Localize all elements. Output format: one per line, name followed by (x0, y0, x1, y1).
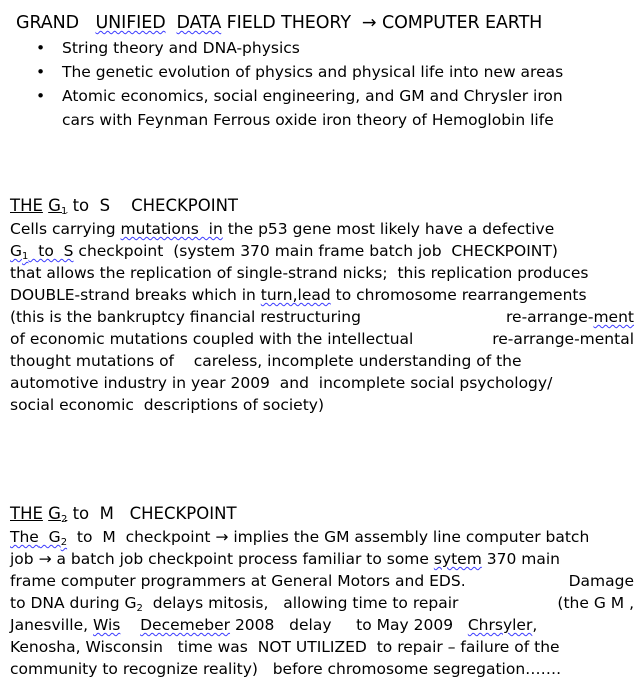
title-data: DATA (176, 13, 222, 33)
arrow-icon: → (33, 550, 57, 568)
text-line: Janesville, Wis Decemeber 2008 delay to May 2009 Chrsyler, (10, 616, 538, 634)
title-unified: UNIFIED (95, 13, 166, 33)
bullet-icon: • (36, 63, 46, 81)
heading-g: $G_2$ (48, 504, 68, 525)
title-rest: FIELD THEORY (226, 13, 351, 33)
heading-g: $G_1$ (48, 196, 68, 217)
arrow-icon: → (210, 528, 234, 546)
text-line: to DNA during $G_2$ delays mitosis, allowing time to repair (the G M , (10, 594, 634, 614)
list-item (10, 36, 632, 60)
text-line: community to recognize reality) before chromosome segregation……. (10, 660, 562, 678)
document-page (10, 10, 634, 678)
page-title (16, 10, 632, 36)
text-line: DOUBLE-strand breaks which in turn,lead to chromosome rearrangements (10, 286, 587, 304)
bullet-icon: • (36, 87, 46, 105)
heading-the: THE (10, 504, 43, 523)
section-heading (10, 194, 634, 218)
title-grand: GRAND (16, 13, 80, 33)
bullet-line: cars with Feynman Ferrous oxide iron theory of Hemoglobin life (62, 111, 554, 129)
section-g2-checkpoint (10, 502, 634, 680)
text-line: social economic descriptions of society) (10, 396, 325, 414)
text-line: Kenosha, Wisconsin time was NOT UTILIZED to repair – failure of the (10, 638, 560, 656)
list-item (10, 60, 632, 84)
text-line: Cells carrying mutations in the p53 gene most likely have a defective (10, 220, 555, 238)
text-line: job → a batch job checkpoint process familiar to some sytem 370 main (10, 550, 560, 568)
text-line: thought mutations of careless, incomplete understanding of the (10, 352, 522, 370)
section-g1-checkpoint (10, 194, 634, 416)
bullet-line: Atomic economics, social engineering, and GM and Chrysler iron (62, 87, 563, 105)
section-paragraph (10, 526, 634, 680)
text-line: that allows the replication of single-strand nicks; this replication produces (10, 264, 589, 282)
text-line: automotive industry in year 2009 and incomplete social psychology/ (10, 374, 553, 392)
heading-rest: to M CHECKPOINT (67, 504, 237, 523)
bullet-icon: • (36, 39, 46, 57)
text-line: (this is the bankruptcy financial restructuring re-arrange-ment (10, 308, 634, 326)
section-paragraph (10, 218, 634, 416)
bullet-line: String theory and DNA-physics (62, 39, 300, 57)
text-line: The $G_2$ to M checkpoint → implies the GM assembly line computer batch (10, 528, 590, 548)
section-heading (10, 502, 634, 526)
title-target: COMPUTER EARTH (381, 13, 543, 33)
text-line: frame computer programmers at General Motors and EDS. Damage (10, 572, 634, 590)
bullet-line: The genetic evolution of physics and physical life into new areas (62, 63, 564, 81)
heading-the: THE (10, 196, 43, 215)
heading-rest: to S CHECKPOINT (67, 196, 239, 215)
list-item (10, 84, 632, 132)
arrow-icon: → (361, 13, 377, 33)
text-line: $G_1$ to S checkpoint (system 370 main frame batch job CHECKPOINT) (10, 242, 558, 262)
text-line: of economic mutations coupled with the intellectual re-arrange-mental (10, 330, 634, 348)
bullet-list (10, 36, 632, 132)
